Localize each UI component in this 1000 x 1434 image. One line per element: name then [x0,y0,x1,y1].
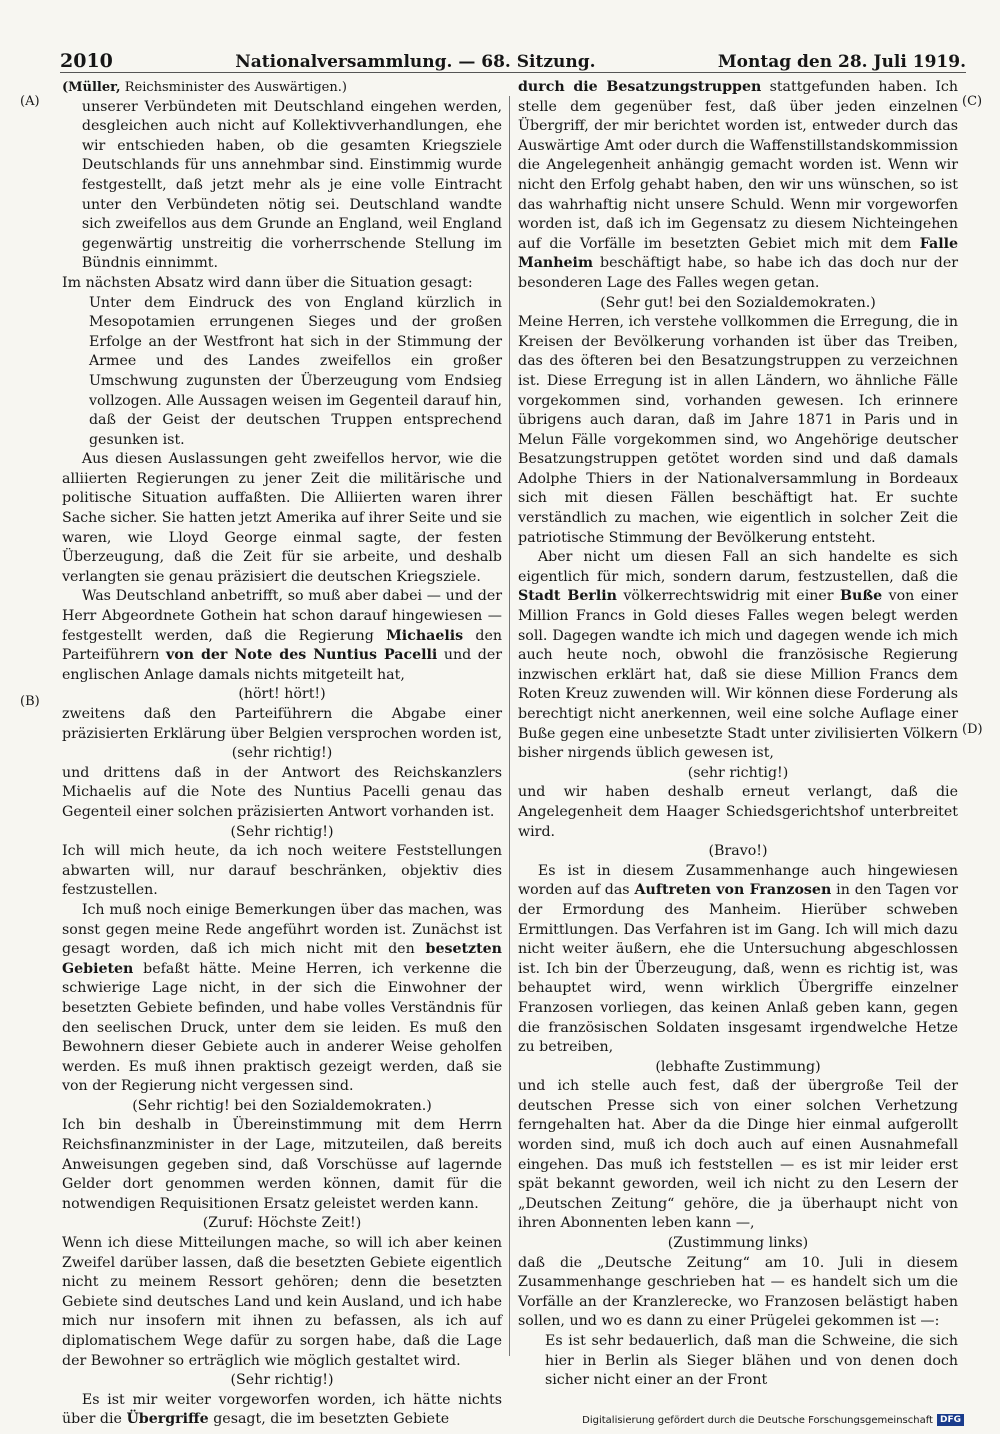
paragraph: Es ist mir weiter vorgeworfen worden, ich hätte nichts über die Übergriffe gesagt, die im besetzten Gebiete [62,1391,502,1428]
paragraph: daß die „Deutsche Zeitung“ am 10. Juli in diesem Zusammenhange geschrieben hat — es handelt sich um die Vorfälle an der Kranzlerecke, wo Franzosen belästigt haben sollen, und wo es dann zu einer Prügelei gekommen ist —: [518,1254,958,1330]
paragraph: Ich will mich heute, da ich noch weitere Feststellungen abwarten will, nur darauf beschränken, objektiv dies festzustellen. [62,843,502,899]
interjection: (Sehr richtig!) [230,1372,334,1389]
session-date: Montag den 28. Juli 1919. [717,52,966,72]
footer-text: Digitalisierung gefördert durch die Deutsche Forschungsgemeinschaft [582,1414,933,1426]
margin-label-b: (B) [20,694,40,709]
interjection: (sehr richtig!) [687,764,789,781]
page-header [60,44,966,73]
interjection: (Sehr richtig!) [230,823,334,840]
paragraph: Meine Herren, ich verstehe vollkommen die Erregung, die in Kreisen der Bevölkerung vorhanden ist über das Treiben, das des öfteren bei den Besatzungstruppen zu verzeichnen ist. Diese Erregung ist in allen Ländern, wo ähnliche Fälle vorgekommen sind, vorhanden gewesen. Ich erinnere übrigens auch daran, daß im Jahre 1871 in Paris und in Melun Fälle vorgekommen sind, wo Angehörige deutscher Besatzungstruppen getötet worden sind und daß damals Adolphe Thiers in der Nationalversammlung in Bordeaux sich mit diesen Fällen beschäftigt hat. Er suchte verständlich zu machen, wie eigentlich in solcher Zeit die patriotische Stimmung der Bevölkerung entsteht. [518,314,958,546]
paragraph: Aber nicht um diesen Fall an sich handelte es sich eigentlich für mich, sondern darum, festzustellen, daß die Stadt Berlin völkerrechtswidrig mit einer Buße von einer Million Francs in Gold dieses Falles wegen belegt werden soll. Dagegen wandte ich mich und dagegen wende ich mich auch heute noch, obwohl die französische Regierung inzwischen erklärt hat, daß sie diese Million Francs dem Roten Kreuz zuwenden will. Wir können diese Forderung als berechtigt nicht anerkennen, weil eine solche Auflage einer Buße gegen eine unbesetzte Stadt unter zivilisierten Völkern bisher nirgends üblich gewesen ist, [518,549,959,762]
interjection: (Zuruf: Höchste Zeit!) [202,1215,362,1232]
paragraph: und ich stelle auch fest, daß der übergroße Teil der deutschen Presse sich von einer solchen Verhetzung ferngehalten hat. Aber da die Dinge hier einmal aufgerollt worden sind, muß ich doch auch auf einen Ausnahmefall eingehen. Das muß ich feststellen — es ist mir leider erst spät bekannt geworden, weil ich nicht zu den Lesern der „Deutschen Zeitung“ gehöre, die ja überhaupt nicht von ihren Abonnenten leben kann —, [518,1078,958,1232]
interjection: (Bravo!) [708,843,768,860]
running-title: Nationalversammlung. — 68. Sitzung. [235,52,596,72]
interjection: (lebhafte Zustimmung) [655,1058,821,1075]
interjection: (hört! hört!) [238,686,326,703]
left-column [62,78,502,1430]
paragraph: Ich muß noch einige Bemerkungen über das machen, was sonst gegen meine Rede angeführt worden ist. Zunächst ist gesagt worden, daß ich mich nicht mit den besetzten Gebieten befaßt hätte. Meine Herren, ich verkenne die schwierige Lage nicht, in der sich die Einwohner der besetzten Gebiete befinden, und habe volles Verständnis für den seelischen Druck, unter dem sie leiden. Es muß den Bewohnern dieser Gebiete auch in anderer Weise geholfen werden. Es muß ihnen praktisch gezeigt werden, daß sie von der Regierung nicht vergessen sind. [62,901,502,1095]
paragraph: zweitens daß den Parteiführern die Abgabe einer präzisierten Erklärung über Belgien versprochen worden ist, [62,706,503,742]
quotation: Es ist sehr bedauerlich, daß man die Schweine, die sich hier in Berlin als Sieger blähen und von denen doch sicher nicht einer an der Front [544,1333,958,1389]
right-column [518,78,958,1391]
paragraph: durch die Besatzungstruppen stattgefunden haben. Ich stelle dem gegenüber fest, daß über jeden einzelnen Übergriff, der mir berichtet worden ist, entweder durch das Auswärtige Amt oder durch die Waffenstillstandskommission die Angelegenheit anhängig gemacht worden ist. Wenn wir nicht den Erfolg gehabt haben, den wir uns wünschen, so ist das wahrhaftig nicht unsere Schuld. Wenn mir vorgeworfen worden ist, daß ich im Gegensatz zu diesem Nichteingehen auf die Vorfälle im besetzten Gebiet mich mit dem Falle Manheim beschäftigt habe, so habe ich das doch nur der besonderen Lage des Falles wegen getan. [518,79,959,291]
paragraph: Ich bin deshalb in Übereinstimmung mit dem Herrn Reichsfinanzminister in der Lage, mitzuteilen, daß bereits Anweisungen gegeben sind, daß Vorschüsse auf lagernde Gelder dort genommen werden können, damit für die notwendigen Requisitionen Ersatz geleistet werden kann. [62,1117,502,1212]
digitization-footer [582,1414,964,1426]
interjection: (Sehr richtig! bei den Sozialdemokraten.) [132,1097,432,1114]
dfg-logo: DFG [937,1414,964,1426]
paragraph: und drittens daß in der Antwort des Reichskanzlers Michaelis auf die Note des Nuntius Pacelli genau das Gegenteil einer solchen präzisierten Antwort vorhanden ist. [62,764,502,820]
paragraph: Im nächsten Absatz wird dann über die Situation gesagt: [62,274,473,291]
paragraph: und wir haben deshalb erneut verlangt, daß die Angelegenheit dem Haager Schiedsgerichtshof unterbreitet wird. [518,784,958,840]
paragraph: unserer Verbündeten mit Deutschland eingehen werden, desgleichen auch nicht auf Kollektivverhandlungen, ehe wir entschieden haben, ob die gesamten Kriegsziele Deutschlands für uns annehmbar sind. Einstimmig wurde festgestellt, daß jetzt mehr als je eine volle Eintracht unter den Verbündeten nötig sei. Deutschland wandte sich zweifellos aus dem Grunde an England, weil England gegenwärtig unstreitig die vorherrschende Stellung im Bündnis einnimmt. [81,98,502,272]
page-number: 2010 [60,50,113,72]
interjection: (sehr richtig!) [231,745,333,762]
margin-label-d: (D) [962,722,983,737]
quotation: Unter dem Eindruck des von England kürzlich in Mesopotamien errungenen Sieges und der großen Erfolge an der Westfront hat sich in der Stimmung der Armee und des Landes zweifellos ein großer Umschwung zugunsten der Überzeugung vom Endsieg vollzogen. Alle Aussagen weisen im Gegenteil darauf hin, daß der Geist der deutschen Truppen entsprechend gesunken ist. [88,294,502,448]
paragraph: Was Deutschland anbetrifft, so muß aber dabei — und der Herr Abgeordnete Gothein hat schon darauf hingewiesen — festgestellt werden, daß die Regierung Michaelis den Parteiführern von der Note des Nuntius Pacelli und der englischen Anlage damals nichts mitgeteilt hat, [62,588,503,683]
margin-label-a: (A) [20,94,40,109]
paragraph: Aus diesen Auslassungen geht zweifellos hervor, wie die alliierten Regierungen zu jener Zeit die militärische und politische Situation auffaßten. Die Alliierten waren ihrer Sache sicher. Sie hatten jetzt Amerika auf ihrer Seite und sie waren, wie Lloyd George einmal sagte, der festen Überzeugung, daß die Zeit für sie arbeite, und deshalb verlangten sie genau präzisiert die deutschen Kriegsziele. [62,451,502,585]
margin-label-c: (C) [962,94,983,109]
paragraph: Wenn ich diese Mitteilungen mache, so will ich aber keinen Zweifel darüber lassen, daß die besetzten Gebiete eigentlich nicht zu meinem Ressort gehören; denn die besetzten Gebiete sind deutsches Land und kein Ausland, und ich habe mich nur insofern mit ihnen zu befassen, als ich auf diplomatischem Wege dafür zu sorgen habe, daß die Lage der Bewohner so erträglich wie möglich gestaltet wird. [62,1235,502,1369]
paragraph: Es ist in diesem Zusammenhange auch hingewiesen worden auf das Auftreten von Franzosen in den Tagen vor der Ermordung des Manheim. Hierüber schweben Ermittlungen. Das Verfahren ist im Gang. Ich will mich dazu nicht weiter äußern, ehe die Untersuchung abgeschlossen ist. Ich bin der Überzeugung, daß, wenn es richtig ist, was behauptet wird, wenn wirklich Übergriffe einzelner Franzosen vorliegen, das keinen Anlaß geben kann, gegen die französischen Soldaten insgesamt irgendwelche Hetze zu betreiben, [518,862,959,1056]
column-divider [509,96,510,1356]
interjection: (Zustimmung links) [667,1235,809,1252]
speaker-attribution: (Müller, Reichsminister des Auswärtigen.) [62,80,347,95]
interjection: (Sehr gut! bei den Sozialdemokraten.) [600,294,876,311]
